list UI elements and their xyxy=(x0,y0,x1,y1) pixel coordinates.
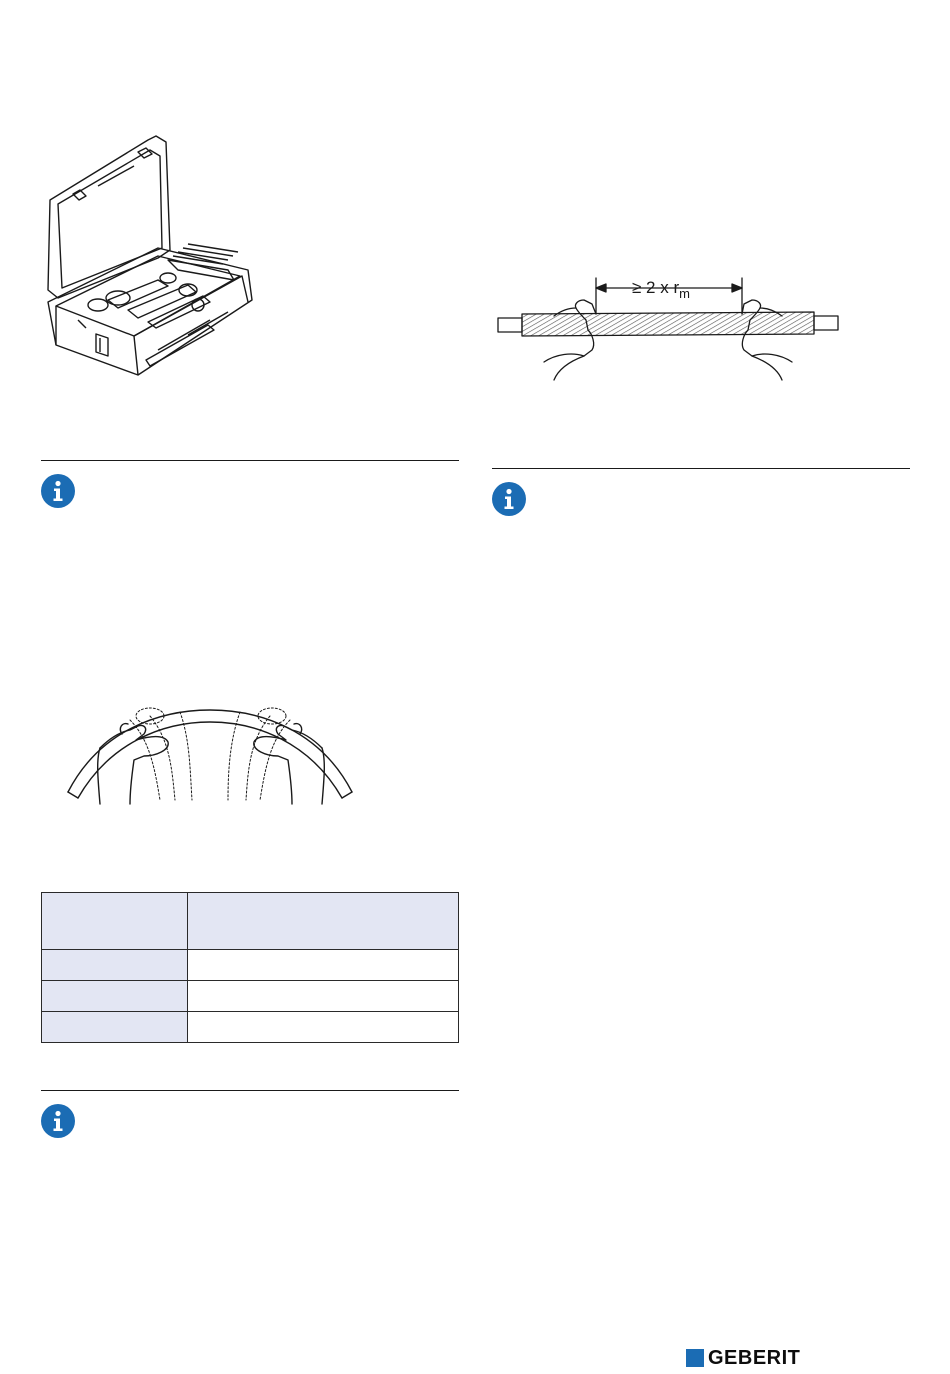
table-cell xyxy=(42,981,188,1012)
table-header-cell xyxy=(42,893,188,950)
info-icon xyxy=(41,1104,75,1138)
tool-case-illustration xyxy=(38,130,263,385)
pipe-bending-hands-illustration xyxy=(60,700,360,810)
table-row xyxy=(42,1012,459,1043)
spec-table xyxy=(41,892,459,1043)
divider xyxy=(41,1090,459,1091)
table-header-cell xyxy=(188,893,459,950)
table-cell xyxy=(42,950,188,981)
table-cell xyxy=(188,950,459,981)
divider xyxy=(492,468,910,469)
info-icon xyxy=(41,474,75,508)
table-row xyxy=(42,981,459,1012)
table-row xyxy=(42,950,459,981)
logo-square xyxy=(686,1349,704,1367)
table-cell xyxy=(188,1012,459,1043)
dimension-label: ≥ 2 x r xyxy=(632,278,680,297)
table-header-row xyxy=(42,893,459,950)
divider xyxy=(41,460,459,461)
table-cell xyxy=(188,981,459,1012)
geberit-logo xyxy=(686,1348,800,1368)
dimension-subscript: m xyxy=(679,286,690,301)
pipe-straight-hands-illustration xyxy=(492,270,844,382)
logo-text: GEBERIT xyxy=(708,1346,801,1369)
svg-text:≥ 2 x rm xyxy=(632,278,690,301)
table-cell xyxy=(42,1012,188,1043)
info-icon xyxy=(492,482,526,516)
